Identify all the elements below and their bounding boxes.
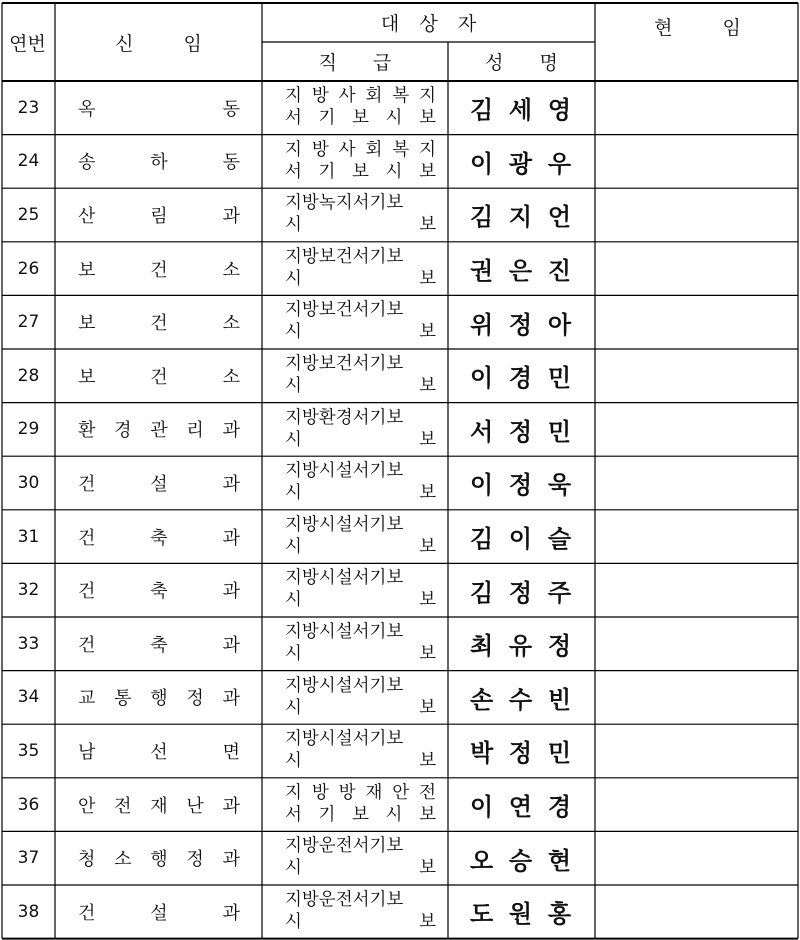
row-number: 34 <box>17 687 40 708</box>
row-number: 29 <box>17 419 40 440</box>
name-char: 김 <box>470 577 494 607</box>
row-grade <box>262 349 448 403</box>
new-post-char: 난 <box>186 795 204 817</box>
row-new-post <box>55 778 262 832</box>
new-post-char: 설 <box>150 473 168 495</box>
row-number: 37 <box>17 848 40 869</box>
new-post-char: 소 <box>222 366 240 388</box>
grade-text: 지 <box>419 139 436 160</box>
row-new-post <box>55 349 262 403</box>
new-post-char: 전 <box>114 795 132 817</box>
header-new-post <box>55 3 262 81</box>
grade-text: 지방보건서기보 <box>285 300 404 321</box>
row-name <box>448 456 595 510</box>
row-current-post <box>595 724 798 778</box>
row-name <box>448 563 595 617</box>
grade-text: 지 <box>285 782 302 803</box>
row-current-post <box>595 885 798 939</box>
row-new-post <box>55 671 262 725</box>
row-number: 33 <box>17 633 40 654</box>
new-post-char: 림 <box>150 205 168 227</box>
row-current-post <box>595 349 798 403</box>
grade-text: 보 <box>419 751 436 772</box>
new-post-char: 과 <box>222 581 240 603</box>
new-post-char: 리 <box>186 420 204 442</box>
name-char: 이 <box>470 148 494 178</box>
row-name <box>448 671 595 725</box>
header-current-text: 현 임 <box>654 17 741 39</box>
new-post-char: 소 <box>114 849 132 871</box>
grade-text: 보 <box>352 161 369 182</box>
name-char: 민 <box>547 363 571 393</box>
name-char: 이 <box>508 524 533 554</box>
new-post-char: 경 <box>114 420 132 442</box>
name-char: 김 <box>470 524 494 554</box>
grade-line-1 <box>285 567 436 589</box>
row-current-post <box>595 671 798 725</box>
name-char: 연 <box>508 792 533 822</box>
grade-line-1 <box>285 139 436 161</box>
grade-text: 지방시설서기보 <box>285 622 404 642</box>
grade-text: 보 <box>419 697 436 718</box>
grade-line-1 <box>285 299 436 321</box>
new-post-char: 과 <box>222 205 240 227</box>
grade-text: 보 <box>352 804 369 825</box>
header-no <box>0 3 55 81</box>
grade-line-2 <box>285 107 436 129</box>
row-name <box>448 617 595 671</box>
new-post-char: 과 <box>222 473 240 495</box>
row-number: 26 <box>17 258 40 279</box>
new-post-char: 정 <box>186 688 204 710</box>
row-name <box>448 81 595 135</box>
grade-text: 전 <box>419 782 436 803</box>
name-char: 수 <box>508 684 533 714</box>
name-char: 현 <box>547 845 571 875</box>
grade-text: 보 <box>419 483 436 504</box>
grade-text: 보 <box>419 268 436 289</box>
new-post-char: 설 <box>150 902 168 924</box>
new-post-char: 옥 <box>78 98 96 120</box>
row-new-post <box>55 563 262 617</box>
grade-text: 지 <box>285 86 302 106</box>
new-post-char: 하 <box>150 152 168 174</box>
new-post-char: 환 <box>78 420 96 442</box>
row-new-post <box>55 295 262 349</box>
grade-text: 회 <box>365 86 383 106</box>
grade-text: 시 <box>285 215 302 236</box>
row-current-post <box>595 188 798 242</box>
grade-line-2 <box>285 321 436 343</box>
new-post-char: 보 <box>78 313 96 335</box>
grade-line-1 <box>285 621 436 643</box>
grade-line-2 <box>285 697 436 719</box>
new-post-char: 남 <box>78 741 96 763</box>
new-post-char: 건 <box>150 366 168 388</box>
row-grade <box>262 563 448 617</box>
row-grade <box>262 242 448 296</box>
row-name <box>448 885 595 939</box>
name-char: 세 <box>508 95 533 125</box>
name-char: 은 <box>508 256 533 286</box>
grade-text: 지방시설서기보 <box>285 675 404 696</box>
row-grade <box>262 885 448 939</box>
row-number: 38 <box>17 901 40 922</box>
grade-line-1 <box>285 782 436 804</box>
header-new-text: 신 임 <box>115 32 202 55</box>
name-char: 진 <box>547 256 571 286</box>
header-current-post <box>595 3 800 81</box>
grade-text: 시 <box>285 751 302 772</box>
grade-text: 보 <box>419 429 436 450</box>
grade-line-1 <box>285 889 436 911</box>
row-new-post <box>55 403 262 457</box>
row-number: 23 <box>17 97 40 118</box>
grade-text: 시 <box>285 590 302 611</box>
header-grade <box>262 42 448 81</box>
row-name <box>448 510 595 564</box>
new-post-char: 과 <box>222 634 240 656</box>
header-no-text: 연번 <box>9 32 46 55</box>
grade-text: 보 <box>419 376 436 396</box>
grade-line-2 <box>285 429 436 451</box>
grade-line-2 <box>285 536 436 558</box>
name-char: 지 <box>508 202 533 232</box>
header-target <box>262 3 595 42</box>
grade-text: 시 <box>285 483 302 504</box>
grade-text: 지 <box>419 86 436 106</box>
grade-line-2 <box>285 482 436 504</box>
grade-text: 방 <box>338 782 356 803</box>
new-post-char: 소 <box>222 313 240 335</box>
row-name <box>448 778 595 832</box>
row-grade <box>262 510 448 564</box>
name-char: 승 <box>508 845 533 875</box>
name-char: 김 <box>470 202 494 232</box>
new-post-char: 과 <box>222 688 240 710</box>
name-char: 도 <box>470 899 494 929</box>
grade-text: 보 <box>419 322 436 343</box>
row-number: 27 <box>17 312 40 333</box>
new-post-char: 건 <box>78 473 96 495</box>
row-grade <box>262 188 448 242</box>
grade-line-2 <box>285 268 436 290</box>
grade-text: 시 <box>385 161 403 182</box>
row-grade <box>262 617 448 671</box>
name-char: 유 <box>508 631 533 661</box>
grade-text: 회 <box>365 139 383 160</box>
name-char: 오 <box>470 845 494 875</box>
new-post-char: 행 <box>150 849 168 871</box>
row-new-post <box>55 81 262 135</box>
grade-text: 시 <box>385 804 403 825</box>
row-current-post <box>595 242 798 296</box>
name-char: 우 <box>547 148 571 178</box>
grade-line-1 <box>285 246 436 268</box>
new-post-char: 과 <box>222 420 240 442</box>
grade-text: 보 <box>419 161 436 182</box>
grade-line-1 <box>285 835 436 857</box>
name-char: 권 <box>470 256 494 286</box>
grade-text: 기 <box>318 804 336 825</box>
grade-text: 시 <box>285 322 302 343</box>
grade-text: 시 <box>285 429 302 450</box>
grade-line-2 <box>285 857 436 879</box>
grade-text: 복 <box>392 86 410 106</box>
grade-text: 시 <box>285 376 302 396</box>
new-post-char: 건 <box>150 313 168 335</box>
grade-text: 기 <box>318 108 336 128</box>
grade-line-2 <box>285 375 436 397</box>
grade-text: 시 <box>285 536 302 557</box>
name-char: 박 <box>470 738 494 768</box>
grade-line-2 <box>285 161 436 183</box>
grade-line-1 <box>285 85 436 107</box>
new-post-char: 교 <box>78 688 96 710</box>
name-char: 아 <box>547 309 571 339</box>
row-current-post <box>595 135 798 189</box>
row-grade <box>262 456 448 510</box>
grade-line-1 <box>285 192 436 214</box>
new-post-char: 안 <box>78 795 96 817</box>
name-char: 위 <box>470 309 494 339</box>
name-char: 정 <box>547 631 571 661</box>
new-post-char: 건 <box>78 581 96 603</box>
row-current-post <box>595 456 798 510</box>
grade-line-1 <box>285 407 436 429</box>
name-char: 주 <box>547 577 571 607</box>
row-current-post <box>595 831 798 885</box>
row-name <box>448 295 595 349</box>
row-grade <box>262 81 448 135</box>
row-new-post <box>55 617 262 671</box>
row-name <box>448 242 595 296</box>
new-post-char: 축 <box>150 581 168 603</box>
new-post-char: 건 <box>78 902 96 924</box>
grade-line-2 <box>285 214 436 236</box>
row-current-post <box>595 295 798 349</box>
row-grade <box>262 671 448 725</box>
grade-text: 시 <box>285 912 302 932</box>
name-char: 영 <box>547 95 571 125</box>
header-name <box>448 42 595 81</box>
name-char: 정 <box>508 577 533 607</box>
name-char: 정 <box>508 738 533 768</box>
name-char: 정 <box>508 416 533 446</box>
grade-text: 지방운전서기보 <box>285 836 404 857</box>
new-post-char: 동 <box>222 98 240 120</box>
grade-text: 서 <box>285 161 302 182</box>
name-char: 빈 <box>547 684 571 714</box>
header-name-text: 성 명 <box>485 52 558 74</box>
new-post-char: 과 <box>222 527 240 549</box>
row-grade <box>262 295 448 349</box>
name-char: 이 <box>470 792 494 822</box>
new-post-char: 과 <box>222 849 240 871</box>
grade-text: 지 <box>285 139 302 160</box>
new-post-char: 과 <box>222 902 240 924</box>
grade-line-1 <box>285 514 436 536</box>
grade-text: 보 <box>419 108 436 128</box>
row-grade <box>262 831 448 885</box>
name-char: 민 <box>547 738 571 768</box>
grade-text: 보 <box>419 536 436 557</box>
row-grade <box>262 778 448 832</box>
new-post-char: 동 <box>222 152 240 174</box>
row-current-post <box>595 510 798 564</box>
grade-text: 보 <box>352 108 369 128</box>
new-post-char: 보 <box>78 366 96 388</box>
name-char: 이 <box>470 470 494 500</box>
grade-line-2 <box>285 804 436 826</box>
new-post-char: 면 <box>222 741 240 763</box>
row-number: 30 <box>17 472 40 493</box>
grade-text: 지방운전서기보 <box>285 890 404 910</box>
name-char: 이 <box>470 363 494 393</box>
name-char: 서 <box>470 416 494 446</box>
new-post-char: 건 <box>150 259 168 281</box>
row-name <box>448 349 595 403</box>
new-post-char: 선 <box>150 741 168 763</box>
grade-text: 재 <box>365 782 383 803</box>
new-post-char: 소 <box>222 259 240 281</box>
new-post-char: 산 <box>78 205 96 227</box>
row-new-post <box>55 831 262 885</box>
name-char: 광 <box>508 148 533 178</box>
new-post-char: 과 <box>222 795 240 817</box>
header-target-text: 대 상 자 <box>380 13 477 35</box>
grade-line-2 <box>285 911 436 933</box>
name-char: 홍 <box>547 899 571 929</box>
grade-text: 시 <box>285 858 302 879</box>
row-name <box>448 724 595 778</box>
name-char: 민 <box>547 416 571 446</box>
name-char: 정 <box>508 470 533 500</box>
grade-text: 지방시설서기보 <box>285 729 404 750</box>
grade-text: 복 <box>392 139 410 160</box>
new-post-char: 재 <box>150 795 168 817</box>
grade-text: 지방시설서기보 <box>285 568 404 589</box>
row-number: 36 <box>17 794 40 815</box>
new-post-char: 축 <box>150 527 168 549</box>
new-post-char: 건 <box>78 527 96 549</box>
row-grade <box>262 724 448 778</box>
grade-text: 지방시설서기보 <box>285 461 404 482</box>
new-post-char: 축 <box>150 634 168 656</box>
row-number: 28 <box>17 365 40 386</box>
grade-text: 보 <box>419 804 436 825</box>
row-number: 32 <box>17 580 40 601</box>
new-post-char: 청 <box>78 849 96 871</box>
new-post-char: 송 <box>78 152 96 174</box>
row-name <box>448 188 595 242</box>
name-char: 슬 <box>547 524 571 554</box>
grade-line-2 <box>285 589 436 611</box>
row-current-post <box>595 563 798 617</box>
grade-text: 방 <box>311 86 329 106</box>
grade-text: 방 <box>311 139 329 160</box>
name-char: 언 <box>547 202 571 232</box>
name-char: 최 <box>470 631 494 661</box>
new-post-char: 관 <box>150 420 168 442</box>
new-post-char: 건 <box>78 634 96 656</box>
grade-text: 방 <box>311 782 329 803</box>
name-char: 정 <box>508 309 533 339</box>
grade-text: 보 <box>419 912 436 932</box>
grade-text: 보 <box>419 644 436 664</box>
row-number: 24 <box>17 151 40 172</box>
row-new-post <box>55 188 262 242</box>
grade-text: 보 <box>419 858 436 879</box>
grade-text: 지방시설서기보 <box>285 514 404 535</box>
grade-text: 보 <box>419 215 436 236</box>
new-post-char: 통 <box>114 688 132 710</box>
row-current-post <box>595 778 798 832</box>
grade-line-1 <box>285 353 436 375</box>
row-name <box>448 403 595 457</box>
grade-text: 서 <box>285 804 302 825</box>
name-char: 원 <box>508 899 533 929</box>
name-char: 욱 <box>547 470 571 500</box>
grade-text: 시 <box>285 268 302 289</box>
row-current-post <box>595 81 798 135</box>
row-current-post <box>595 403 798 457</box>
row-name <box>448 135 595 189</box>
row-new-post <box>55 456 262 510</box>
row-new-post <box>55 724 262 778</box>
row-grade <box>262 403 448 457</box>
name-char: 경 <box>508 363 533 393</box>
new-post-char: 행 <box>150 688 168 710</box>
header-grade-text: 직 급 <box>318 52 392 74</box>
row-number: 31 <box>17 526 40 547</box>
grade-text: 지방환경서기보 <box>285 407 404 428</box>
grade-line-1 <box>285 675 436 697</box>
grade-text: 기 <box>318 161 336 182</box>
grade-line-2 <box>285 643 436 665</box>
grade-text: 안 <box>392 782 410 803</box>
row-new-post <box>55 135 262 189</box>
row-current-post <box>595 617 798 671</box>
grade-text: 지방보건서기보 <box>285 354 404 374</box>
new-post-char: 정 <box>186 849 204 871</box>
row-new-post <box>55 242 262 296</box>
grade-text: 지방보건서기보 <box>285 246 404 267</box>
row-number: 35 <box>17 740 40 761</box>
row-new-post <box>55 510 262 564</box>
row-number: 25 <box>17 204 40 225</box>
grade-text: 지방녹지서기보 <box>285 193 404 214</box>
row-new-post <box>55 885 262 939</box>
grade-line-1 <box>285 728 436 750</box>
name-char: 김 <box>470 95 494 125</box>
name-char: 손 <box>470 684 494 714</box>
row-name <box>448 831 595 885</box>
grade-text: 시 <box>385 108 403 128</box>
grade-text: 시 <box>285 644 302 664</box>
grade-text: 보 <box>419 590 436 611</box>
grade-text: 서 <box>285 108 302 128</box>
row-grade <box>262 135 448 189</box>
grade-line-2 <box>285 750 436 772</box>
grade-line-1 <box>285 460 436 482</box>
grade-text: 시 <box>285 697 302 718</box>
name-char: 경 <box>547 792 571 822</box>
new-post-char: 보 <box>78 259 96 281</box>
grade-text: 사 <box>338 86 356 106</box>
grade-text: 사 <box>338 139 356 160</box>
